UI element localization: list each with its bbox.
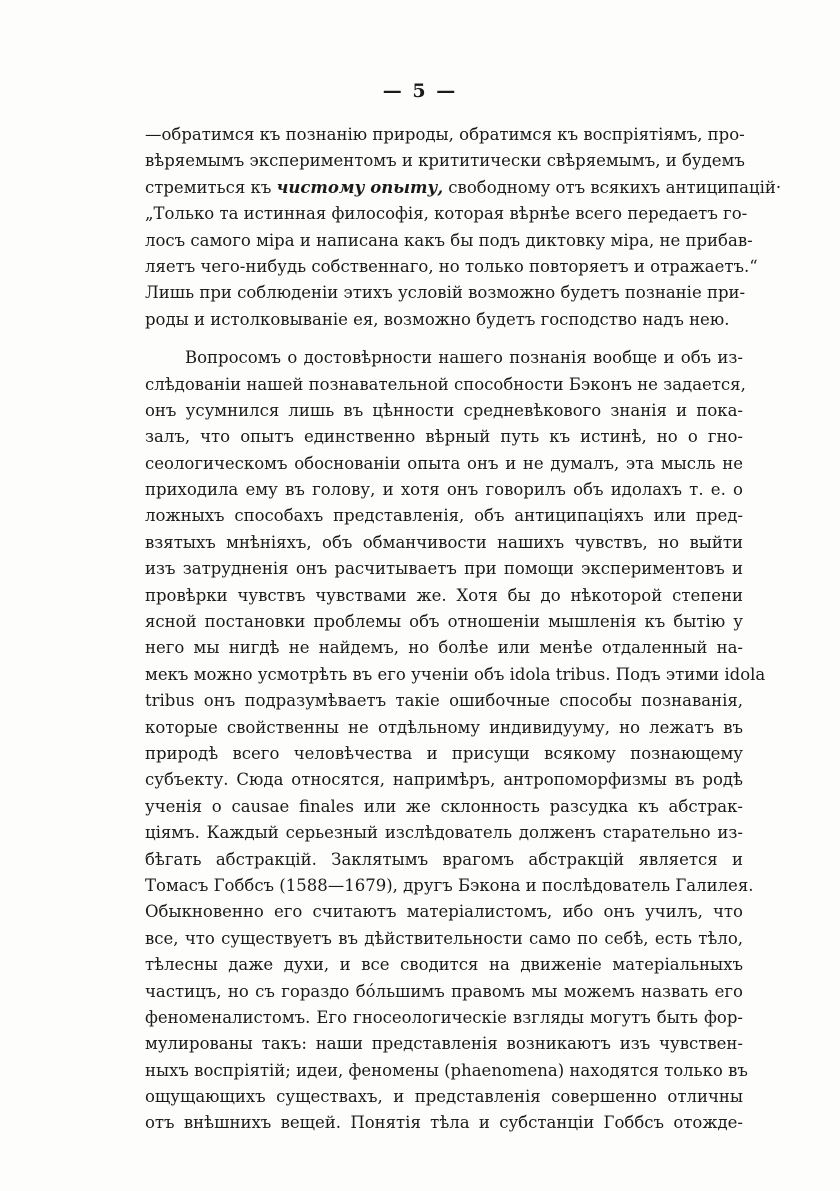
text-line: ціямъ. Каждый серьезный изслѣдователь долженъ старательно из- [145, 823, 743, 843]
text-line: провѣрки чувствъ чувствами же. Хотя бы до нѣкоторой степени [145, 585, 743, 605]
text-line: tribus онъ подразумѣваетъ такіе ошибочные способы познаванія, [145, 691, 743, 711]
page-number: — 5 — [382, 80, 458, 102]
text-line: роды и истолковываніе ея, возможно будетъ господство надъ нею. [145, 309, 730, 329]
text-line: природѣ всего человѣчества и присущи всякому познающему [145, 743, 743, 763]
text-line: онъ усумнился лишь въ цѣнности средневѣкового знанія и пока- [145, 400, 743, 420]
text-line: феноменалистомъ. Его гносеологическіе взгляды могутъ быть фор- [145, 1007, 743, 1027]
text-line: частицъ, но съ гораздо бóльшимъ правомъ мы можемъ назвать его [145, 981, 743, 1001]
text-line: которые свойственны не отдѣльному индивидууму, но лежатъ въ [145, 717, 743, 737]
text-line: ныхъ воспріятій; идеи, феномены (phaenomena) находятся только въ [145, 1060, 748, 1080]
text-line: ложныхъ способахъ представленія, объ антиципаціяхъ или пред- [145, 506, 743, 526]
text-line: все, что существуетъ въ дѣйствительности само по себѣ, есть тѣло, [145, 928, 743, 948]
text-run: стремиться къ [145, 177, 277, 197]
text-line: мулированы такъ: наши представленія возникаютъ изъ чувствен- [145, 1034, 743, 1054]
emphasized-text: чистому опыту, [276, 177, 444, 197]
text-line: ляетъ чего-нибудь собственнаго, но только повторяетъ и отражаетъ.“ [145, 256, 758, 276]
text-line: приходила ему въ голову, и хотя онъ говорилъ объ идолахъ т. е. о [145, 480, 743, 500]
text-line: бѣгать абстракцій. Заклятымъ врагомъ абстракцій является и [145, 849, 743, 869]
text-line: Лишь при соблюденіи этихъ условій возможно будетъ познаніе при- [145, 283, 746, 303]
text-line: „Только та истинная философія, которая вѣрнѣе всего передаетъ го- [145, 204, 748, 224]
text-block [145, 122, 782, 1137]
text-line: сеологическомъ обоснованіи опыта онъ и не думалъ, эта мысль не [145, 453, 743, 473]
text-line: субъекту. Сюда относятся, напримѣръ, антропоморфизмы въ родѣ [145, 770, 743, 790]
text-line: Обыкновенно его считаютъ матеріалистомъ, ибо онъ училъ, что [145, 902, 743, 922]
text-run: свободному отъ всякихъ антиципацій· [443, 177, 782, 197]
text-line: ощущающихъ существахъ, и представленія совершенно отличны [145, 1087, 743, 1107]
text-line: вѣряемымъ экспериментомъ и крититически свѣряемымъ, и будемъ [145, 151, 745, 171]
text-line: мекъ можно усмотрѣть въ его ученіи объ idola tribus. Подъ этими idola [145, 664, 766, 684]
text-line [145, 175, 782, 201]
text-line: —обратимся къ познанію природы, обратимся къ воспріятіямъ, про- [145, 125, 745, 144]
text-line: тѣлесны даже духи, и все сводится на движеніе матеріальныхъ [145, 955, 743, 975]
text-line: отъ внѣшнихъ вещей. Понятія тѣла и субстанціи Гоббсъ отожде- [145, 1113, 743, 1133]
text-line: него мы нигдѣ не найдемъ, но болѣе или менѣе отдаленный на- [145, 638, 743, 658]
text-line: Вопросомъ о достовѣрности нашего познанія вообще и объ из- [185, 348, 743, 368]
text-line: лосъ самого міра и написана какъ бы подъ диктовку міра, не прибав- [145, 230, 753, 250]
text-line: залъ, что опытъ единственно вѣрный путь къ истинѣ, но о гно- [145, 427, 743, 447]
text-line: слѣдованіи нашей познавательной способности Бэконъ не задается, [145, 374, 746, 394]
paragraph-1 [145, 122, 782, 333]
paragraph-2 [145, 345, 766, 1137]
text-line: ясной постановки проблемы объ отношеніи мышленія къ бытію у [145, 612, 743, 632]
text-line: Томасъ Гоббсъ (1588—1679), другъ Бэкона и послѣдователь Галилея. [145, 875, 754, 895]
text-line: ученія о causae finales или же склонность разсудка къ абстрак- [145, 796, 743, 816]
text-line: изъ затрудненія онъ расчитываетъ при помощи экспериментовъ и [145, 559, 743, 579]
text-line: взятыхъ мнѣніяхъ, объ обманчивости нашихъ чувствъ, но выйти [145, 532, 743, 552]
